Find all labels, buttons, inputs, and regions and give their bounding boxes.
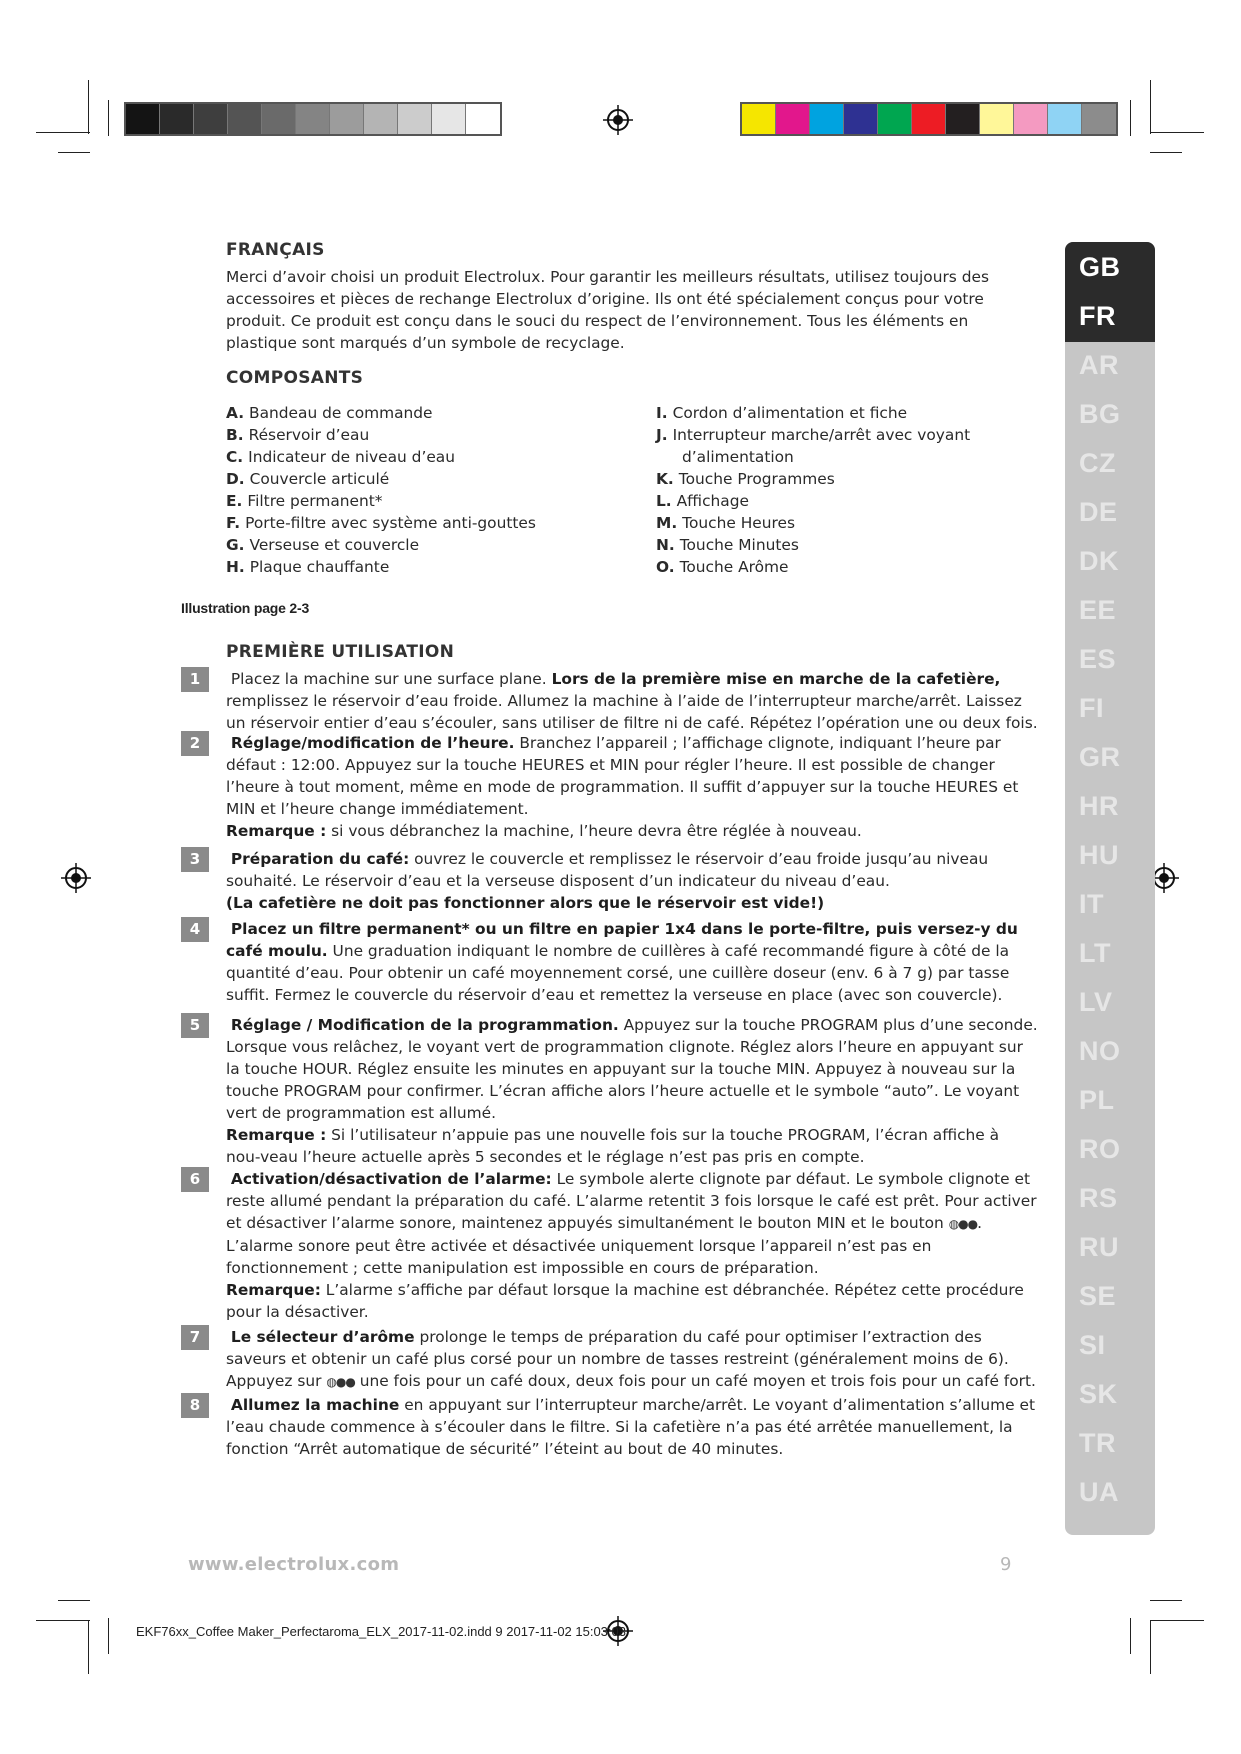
language-code-ee[interactable]: EE xyxy=(1079,595,1117,625)
component-label: Affichage xyxy=(676,492,749,510)
language-code-fi[interactable]: FI xyxy=(1079,693,1104,723)
component-item xyxy=(656,534,1046,556)
component-letter: E. xyxy=(226,492,243,510)
component-item xyxy=(656,424,1046,446)
step-number-badge: 1 xyxy=(181,667,209,692)
component-label: Filtre permanent* xyxy=(247,492,383,510)
step-text: Appuyez sur la touche PROGRAM plus d’une seconde. Lorsque vous relâchez, le voyant vert de programmation clignote. Réglez alors l’heure en appuyant sur la touche HOUR. Réglez ensuite les minutes en appuyant sur la touche MIN. Appuyez à nouveau sur la touche PROGRAM pour confirmer. L’écran affiche alors l’heure actuelle et le symbole “auto”. Le voyant vert de programmation est allumé. xyxy=(226,1016,1038,1122)
note-label: Remarque : xyxy=(226,1126,327,1144)
language-code-si[interactable]: SI xyxy=(1079,1330,1106,1360)
component-label: Touche Arôme xyxy=(679,558,789,576)
component-item xyxy=(226,424,646,446)
illustration-reference: Illustration page 2-3 xyxy=(181,600,310,616)
step-text: une fois pour un café doux, deux fois pour un café moyen et trois fois pour un café fort. xyxy=(354,1372,1036,1390)
language-code-lt[interactable]: LT xyxy=(1079,938,1111,968)
registration-mark-icon xyxy=(603,105,633,135)
aroma-beans-icon: ◍●● xyxy=(948,1217,978,1231)
component-letter: O. xyxy=(656,558,675,576)
step-text: Le symbole alerte clignote par défaut. Le symbole clignote et reste allumé pendant la préparation du café. L’alarme retentit 3 fois lorsque le café est prêt. Pour activer et désactiver l’alarme sonore, maintenez appuyés simultanément le bouton MIN et le bouton xyxy=(226,1170,1037,1232)
component-label: Touche Heures xyxy=(682,514,795,532)
page-title: FRANÇAIS xyxy=(226,240,325,260)
component-label: Cordon d’alimentation et fiche xyxy=(672,404,908,422)
color-swatch xyxy=(432,104,466,134)
color-swatch xyxy=(946,104,980,134)
language-code-sk[interactable]: SK xyxy=(1079,1379,1118,1409)
color-swatch xyxy=(776,104,810,134)
crop-mark xyxy=(58,1600,90,1601)
language-code-ro[interactable]: RO xyxy=(1079,1134,1121,1164)
step-warning: (La cafetière ne doit pas fonctionner alors que le réservoir est vide!) xyxy=(226,894,825,912)
crop-mark xyxy=(108,100,109,136)
first-use-title: PREMIÈRE UTILISATION xyxy=(226,642,455,662)
color-swatch xyxy=(466,104,500,134)
component-letter: L. xyxy=(656,492,672,510)
color-swatch xyxy=(844,104,878,134)
step-paragraph xyxy=(226,732,1038,842)
language-code-pl[interactable]: PL xyxy=(1079,1085,1115,1115)
component-item xyxy=(226,468,646,490)
step-number-badge: 6 xyxy=(181,1167,209,1192)
step-paragraph xyxy=(226,848,1038,914)
language-code-ru[interactable]: RU xyxy=(1079,1232,1119,1262)
note-text: Si l’utilisateur n’appuie pas une nouvelle fois sur la touche PROGRAM, l’écran affiche à nou-veau l’heure actuelle après 5 secondes et le réglage n’est pas pris en compte. xyxy=(226,1126,1000,1166)
crop-mark xyxy=(58,152,90,153)
component-item xyxy=(656,512,1046,534)
crop-mark xyxy=(36,132,90,133)
step-paragraph xyxy=(226,918,1038,1006)
component-label: Plaque chauffante xyxy=(249,558,390,576)
component-label: Indicateur de niveau d’eau xyxy=(248,448,455,466)
color-swatch xyxy=(262,104,296,134)
step-paragraph xyxy=(226,1014,1038,1168)
component-label: Interrupteur marche/arrêt avec voyant xyxy=(672,426,971,444)
component-item xyxy=(226,402,646,424)
color-swatch xyxy=(296,104,330,134)
component-item xyxy=(226,512,646,534)
crop-mark xyxy=(1150,1620,1204,1621)
step-text: Branchez l’appareil ; l’affichage clignote, indiquant l’heure par défaut : 12:00. Appuyez sur la touche HEURES et MIN pour régler l’heure. Il est possible de changer l’heure à tout moment, même en mode de programmation. Il suffit d’appuyer sur la touche HEURES et MIN et l’heure change immédiatement. xyxy=(226,734,1019,818)
language-code-rs[interactable]: RS xyxy=(1079,1183,1118,1213)
color-swatch xyxy=(810,104,844,134)
language-tab xyxy=(1065,242,1155,1535)
component-letter: D. xyxy=(226,470,245,488)
registration-mark-icon xyxy=(61,863,91,893)
process-color-bar xyxy=(740,102,1118,136)
step-heading: Réglage/modification de l’heure. xyxy=(230,734,515,752)
component-letter: H. xyxy=(226,558,245,576)
step-text: ouvrez le couvercle et remplissez le réservoir d’eau froide jusqu’au niveau souhaité. Le réservoir d’eau et la verseuse disposent d’un indicateur du niveau d’eau. xyxy=(226,850,989,890)
component-label: Bandeau de commande xyxy=(249,404,433,422)
component-item xyxy=(226,446,646,468)
crop-mark xyxy=(1130,1618,1131,1654)
crop-mark xyxy=(88,80,89,134)
component-letter: I. xyxy=(656,404,668,422)
language-code-hr[interactable]: HR xyxy=(1079,791,1119,821)
crop-mark xyxy=(1130,100,1131,136)
component-letter: B. xyxy=(226,426,244,444)
language-code-se[interactable]: SE xyxy=(1079,1281,1117,1311)
note-label: Remarque: xyxy=(226,1281,321,1299)
step-heading: Activation/désactivation de l’alarme: xyxy=(230,1170,552,1188)
color-swatch xyxy=(878,104,912,134)
components-list-left xyxy=(226,402,646,578)
step-text: . L’alarme sonore peut être activée et désactivée uniquement lorsque l’appareil n’est pas en fonctionnement ; cette manipulation est impossible en cours de préparation. xyxy=(226,1214,983,1277)
page-number: 9 xyxy=(1000,1554,1012,1575)
step-heading: Le sélecteur d’arôme xyxy=(230,1328,415,1346)
component-label: Touche Minutes xyxy=(679,536,799,554)
component-item xyxy=(656,402,1046,424)
crop-mark xyxy=(1150,80,1151,134)
component-label: d’alimentation xyxy=(682,448,794,466)
note-label: Remarque : xyxy=(226,822,327,840)
component-item xyxy=(226,534,646,556)
component-label: Réservoir d’eau xyxy=(248,426,370,444)
note-text: L’alarme s’affiche par défaut lorsque la machine est débranchée. Répétez cette procédure pour la désactiver. xyxy=(226,1281,1024,1321)
component-item xyxy=(656,446,1046,468)
component-letter: M. xyxy=(656,514,678,532)
component-letter: K. xyxy=(656,470,674,488)
note-text: si vous débranchez la machine, l’heure devra être réglée à nouveau. xyxy=(326,822,862,840)
step-emphasis: Lors de la première mise en marche de la cafetière, xyxy=(551,670,1001,688)
language-code-hu[interactable]: HU xyxy=(1079,840,1119,870)
language-code-de[interactable]: DE xyxy=(1079,497,1118,527)
crop-mark xyxy=(1150,1620,1151,1674)
components-list-right xyxy=(656,402,1046,578)
step-heading: Réglage / Modification de la programmation. xyxy=(230,1016,619,1034)
language-code-bg[interactable]: BG xyxy=(1079,399,1121,429)
component-letter: G. xyxy=(226,536,245,554)
component-label: Porte-filtre avec système anti-gouttes xyxy=(245,514,536,532)
aroma-beans-icon: ◍●● xyxy=(326,1375,355,1389)
crop-mark xyxy=(88,1620,89,1674)
crop-mark xyxy=(108,1618,109,1654)
language-code-no[interactable]: NO xyxy=(1079,1036,1121,1066)
step-number-badge: 3 xyxy=(181,847,209,872)
color-swatch xyxy=(912,104,946,134)
component-letter: C. xyxy=(226,448,244,466)
color-swatch xyxy=(126,104,160,134)
language-code-gr[interactable]: GR xyxy=(1079,742,1121,772)
color-swatch xyxy=(1048,104,1082,134)
components-title: COMPOSANTS xyxy=(226,368,364,388)
step-number-badge: 2 xyxy=(181,731,209,756)
crop-mark xyxy=(1150,132,1204,133)
component-item xyxy=(656,490,1046,512)
step-paragraph xyxy=(226,668,1038,734)
color-swatch xyxy=(1014,104,1048,134)
crop-mark xyxy=(1150,152,1182,153)
color-swatch xyxy=(1082,104,1116,134)
language-code-ar[interactable]: AR xyxy=(1079,350,1119,380)
language-code-es[interactable]: ES xyxy=(1079,644,1117,674)
component-item xyxy=(226,556,646,578)
step-number-badge: 7 xyxy=(181,1325,209,1350)
step-text: remplissez le réservoir d’eau froide. Allumez la machine à l’aide de l’interrupteur marche/arrêt. Laissez un réservoir entier d’eau s’écouler, sans utiliser de filtre ni de café. Répétez l’opération une ou deux fois. xyxy=(226,692,1038,732)
language-code-tr[interactable]: TR xyxy=(1079,1428,1116,1458)
color-swatch xyxy=(398,104,432,134)
color-swatch xyxy=(742,104,776,134)
color-swatch xyxy=(364,104,398,134)
color-swatch xyxy=(330,104,364,134)
step-number-badge: 4 xyxy=(181,917,209,942)
language-code-ua[interactable]: UA xyxy=(1079,1477,1119,1507)
color-swatch xyxy=(160,104,194,134)
language-code-gb[interactable]: GB xyxy=(1079,252,1121,282)
step-text: prolonge le temps de préparation du café pour optimiser l’extraction des saveurs et obtenir un café plus corsé pour un nombre de tasses restreint (généralement moins de 6). Appuyez sur xyxy=(226,1328,1009,1390)
step-paragraph xyxy=(226,1394,1038,1460)
component-letter: J. xyxy=(656,426,668,444)
step-heading: Allumez la machine xyxy=(230,1396,400,1414)
component-label: Touche Programmes xyxy=(678,470,835,488)
step-number-badge: 5 xyxy=(181,1013,209,1038)
component-label: Verseuse et couvercle xyxy=(249,536,420,554)
component-item xyxy=(656,556,1046,578)
color-swatch xyxy=(228,104,262,134)
step-paragraph xyxy=(226,1168,1038,1323)
color-swatch xyxy=(980,104,1014,134)
component-item xyxy=(656,468,1046,490)
step-text: Une graduation indiquant le nombre de cuillères à café recommandé figure à côté de la quantité d’eau. Pour obtenir un café moyennement corsé, une cuillère doseur (env. 6 à 7 g) par tasse suffit. Fermez le couvercle du réservoir d’eau et remettez la verseuse en place (avec son couvercle). xyxy=(226,942,1010,1004)
component-label: Couvercle articulé xyxy=(249,470,390,488)
language-code-lv[interactable]: LV xyxy=(1079,987,1113,1017)
language-code-dk[interactable]: DK xyxy=(1079,546,1119,576)
language-code-fr[interactable]: FR xyxy=(1079,301,1116,331)
crop-mark xyxy=(36,1620,90,1621)
grayscale-color-bar xyxy=(124,102,502,136)
step-heading: Préparation du café: xyxy=(230,850,410,868)
language-code-cz[interactable]: CZ xyxy=(1079,448,1116,478)
step-text: Placez la machine sur une surface plane. xyxy=(230,670,552,688)
intro-paragraph: Merci d’avoir choisi un produit Electrolux. Pour garantir les meilleurs résultats, utilisez toujours des accessoires et pièces de rechange Electrolux d’origine. Ils ont été spécialement conçus pour votre produit. Ce produit est conçu dans le souci du respect de l’environnement. Tous les éléments en plastique sont marqués d’un symbole de recyclage. xyxy=(226,268,989,352)
component-letter: N. xyxy=(656,536,675,554)
step-number-badge: 8 xyxy=(181,1393,209,1418)
language-code-it[interactable]: IT xyxy=(1079,889,1104,919)
step-paragraph xyxy=(226,1326,1038,1393)
footer-url: www.electrolux.com xyxy=(188,1554,400,1575)
component-letter: A. xyxy=(226,404,245,422)
step-heading: Placez un filtre permanent* ou un filtre en papier 1x4 dans le porte-filtre, puis versez-y du café moulu. xyxy=(226,920,1018,960)
component-item xyxy=(226,490,646,512)
component-letter: F. xyxy=(226,514,241,532)
color-swatch xyxy=(194,104,228,134)
print-slug: EKF76xx_Coffee Maker_Perfectaroma_ELX_2017-11-02.indd 9 2017-11-02 15:03:03 xyxy=(136,1624,626,1639)
step-text: en appuyant sur l’interrupteur marche/arrêt. Le voyant d’alimentation s’allume et l’eau chaude commence à s’écouler dans le filtre. Si la cafetière n’a pas été arrêtée manuellement, la fonction “Arrêt automatique de sécurité” l’éteint au bout de 40 minutes. xyxy=(226,1396,1036,1458)
crop-mark xyxy=(1150,1600,1182,1601)
